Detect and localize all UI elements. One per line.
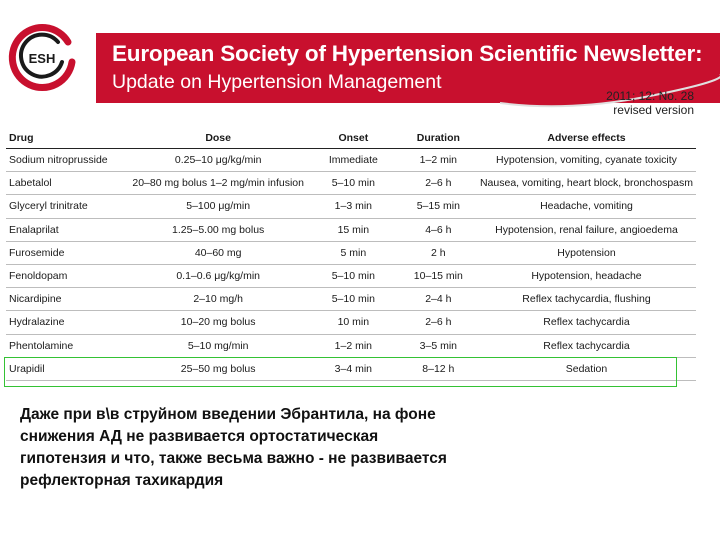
adverse-effects-cell: Nausea, vomiting, heart block, bronchospasm: [477, 172, 696, 195]
onset-cell: Immediate: [307, 149, 400, 172]
drug-cell: Labetalol: [6, 172, 129, 195]
table-row: [6, 334, 696, 357]
onset-cell: 1–3 min: [307, 195, 400, 218]
table-header-row: [6, 128, 696, 149]
version-line: revised version: [613, 103, 694, 117]
newsletter-title: European Society of Hypertension Scientific Newsletter:: [112, 41, 703, 66]
esh-logo-text: ESH: [28, 51, 56, 66]
drug-table: [6, 128, 696, 381]
table-row: [6, 218, 696, 241]
duration-cell: 5–15 min: [400, 195, 477, 218]
onset-cell: 5–10 min: [307, 172, 400, 195]
adverse-effects-cell: Hypotension: [477, 241, 696, 264]
table-row: [6, 149, 696, 172]
drug-cell: Hydralazine: [6, 311, 129, 334]
drug-cell: Sodium nitroprusside: [6, 149, 129, 172]
dose-cell: 1.25–5.00 mg bolus: [129, 218, 307, 241]
esh-logo: [6, 22, 78, 94]
drug-cell: Glyceryl trinitrate: [6, 195, 129, 218]
adverse-effects-cell: Sedation: [477, 357, 696, 380]
drug-cell: Furosemide: [6, 241, 129, 264]
onset-cell: 10 min: [307, 311, 400, 334]
adverse-effects-cell: Headache, vomiting: [477, 195, 696, 218]
onset-cell: 1–2 min: [307, 334, 400, 357]
dose-cell: 10–20 mg bolus: [129, 311, 307, 334]
adverse-effects-cell: Reflex tachycardia: [477, 311, 696, 334]
column-header-onset: Onset: [307, 128, 400, 149]
duration-cell: 2–6 h: [400, 172, 477, 195]
column-header-duration: Duration: [400, 128, 477, 149]
dose-cell: 5–100 μg/min: [129, 195, 307, 218]
drug-cell: Urapidil: [6, 357, 129, 380]
column-header-drug: Drug: [6, 128, 129, 149]
adverse-effects-cell: Reflex tachycardia, flushing: [477, 288, 696, 311]
column-header-dose: Dose: [129, 128, 307, 149]
table-row: [6, 195, 696, 218]
dose-cell: 5–10 mg/min: [129, 334, 307, 357]
issue-info: [606, 89, 694, 117]
onset-cell: 5–10 min: [307, 264, 400, 287]
onset-cell: 15 min: [307, 218, 400, 241]
duration-cell: 2–4 h: [400, 288, 477, 311]
dose-cell: 25–50 mg bolus: [129, 357, 307, 380]
column-header-adverse-effects: Adverse effects: [477, 128, 696, 149]
adverse-effects-cell: Hypotension, headache: [477, 264, 696, 287]
issue-line: 2011; 12: No. 28: [606, 89, 694, 103]
adverse-effects-cell: Hypotension, renal failure, angioedema: [477, 218, 696, 241]
urapidil-highlight-box: [4, 357, 677, 387]
dose-cell: 20–80 mg bolus 1–2 mg/min infusion: [129, 172, 307, 195]
drug-cell: Fenoldopam: [6, 264, 129, 287]
duration-cell: 1–2 min: [400, 149, 477, 172]
duration-cell: 4–6 h: [400, 218, 477, 241]
duration-cell: 10–15 min: [400, 264, 477, 287]
dose-cell: 2–10 mg/h: [129, 288, 307, 311]
onset-cell: 5–10 min: [307, 288, 400, 311]
drug-cell: Nicardipine: [6, 288, 129, 311]
duration-cell: 2–6 h: [400, 311, 477, 334]
table-row: [6, 264, 696, 287]
duration-cell: 3–5 min: [400, 334, 477, 357]
table-row: [6, 172, 696, 195]
table-row: [6, 288, 696, 311]
table-row: [6, 241, 696, 264]
newsletter-subtitle: Update on Hypertension Management: [112, 71, 442, 93]
drug-cell: Enalaprilat: [6, 218, 129, 241]
duration-cell: 8–12 h: [400, 357, 477, 380]
adverse-effects-cell: Hypotension, vomiting, cyanate toxicity: [477, 149, 696, 172]
onset-cell: 5 min: [307, 241, 400, 264]
onset-cell: 3–4 min: [307, 357, 400, 380]
adverse-effects-cell: Reflex tachycardia: [477, 334, 696, 357]
caption-text: Даже при в\в струйном введении Эбрантила, на фоне снижения АД не развивается ортостатическая гипотензия и что, также весьма важно - не развивается рефлекторная тахикардия: [20, 406, 447, 489]
duration-cell: 2 h: [400, 241, 477, 264]
dose-cell: 0.1–0.6 μg/kg/min: [129, 264, 307, 287]
dose-cell: 0.25–10 μg/kg/min: [129, 149, 307, 172]
drug-cell: Phentolamine: [6, 334, 129, 357]
table-row: [6, 311, 696, 334]
dose-cell: 40–60 mg: [129, 241, 307, 264]
